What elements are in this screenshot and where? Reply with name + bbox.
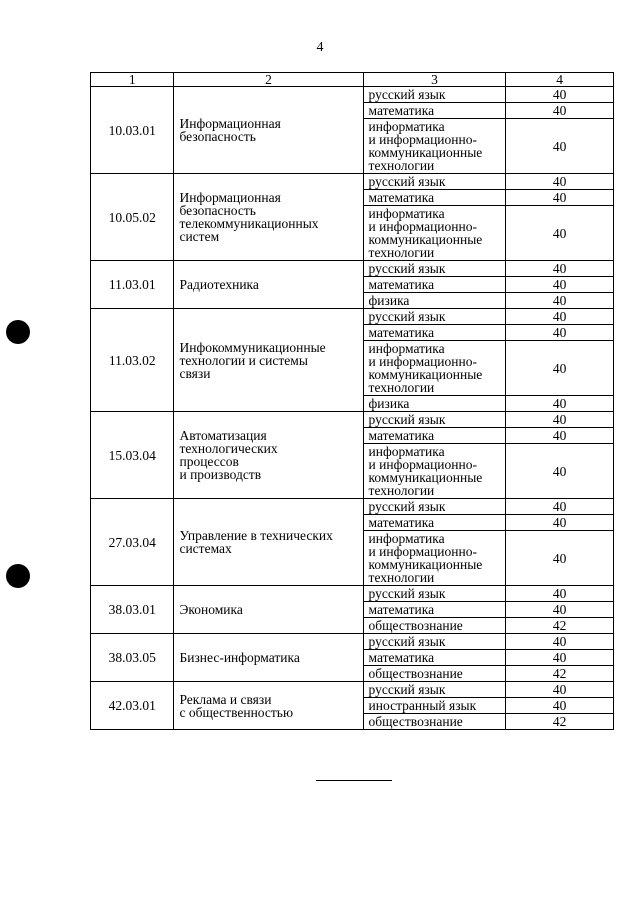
program-code: 38.03.01 (91, 586, 174, 634)
minimum-score: 40 (506, 698, 614, 714)
subject-name: математика (363, 428, 506, 444)
subject-name: математика (363, 277, 506, 293)
program-name: Информационная безопасность телекоммуникационных систем (174, 174, 363, 261)
page-number: 4 (316, 40, 324, 55)
subject-name: русский язык (363, 634, 506, 650)
table-row (91, 499, 614, 515)
minimum-score: 40 (506, 174, 614, 190)
end-of-table-line (316, 780, 392, 781)
header-col-4: 4 (506, 73, 614, 87)
punch-hole-bottom (6, 564, 30, 588)
minimum-score: 40 (506, 206, 614, 261)
minimum-score: 42 (506, 618, 614, 634)
minimum-score: 40 (506, 119, 614, 174)
subject-name: физика (363, 396, 506, 412)
program-name: Управление в технических системах (174, 499, 363, 586)
program-code: 38.03.05 (91, 634, 174, 682)
table-row (91, 634, 614, 650)
subject-name: математика (363, 515, 506, 531)
minimum-score: 40 (506, 531, 614, 586)
subject-name: физика (363, 293, 506, 309)
minimum-score: 40 (506, 277, 614, 293)
subject-name: информатика и информационно- коммуникационные технологии (363, 206, 506, 261)
requirements-table (90, 72, 614, 730)
subject-name: математика (363, 103, 506, 119)
minimum-score: 40 (506, 444, 614, 499)
subject-name: русский язык (363, 261, 506, 277)
program-code: 15.03.04 (91, 412, 174, 499)
program-code: 27.03.04 (91, 499, 174, 586)
minimum-score: 40 (506, 309, 614, 325)
table-row (91, 412, 614, 428)
punch-hole-top (6, 320, 30, 344)
minimum-score: 40 (506, 103, 614, 119)
header-col-1: 1 (91, 73, 174, 87)
subject-name: математика (363, 650, 506, 666)
minimum-score: 40 (506, 396, 614, 412)
subject-name: обществознание (363, 666, 506, 682)
subject-name: обществознание (363, 714, 506, 730)
minimum-score: 40 (506, 341, 614, 396)
subject-name: иностранный язык (363, 698, 506, 714)
minimum-score: 40 (506, 586, 614, 602)
minimum-score: 40 (506, 261, 614, 277)
program-name: Реклама и связи с общественностью (174, 682, 363, 730)
minimum-score: 42 (506, 714, 614, 730)
subject-name: русский язык (363, 87, 506, 103)
table-row (91, 309, 614, 325)
program-name: Информационная безопасность (174, 87, 363, 174)
minimum-score: 40 (506, 412, 614, 428)
minimum-score: 40 (506, 650, 614, 666)
minimum-score: 42 (506, 666, 614, 682)
table-row (91, 174, 614, 190)
table-row (91, 586, 614, 602)
subject-name: русский язык (363, 412, 506, 428)
minimum-score: 40 (506, 87, 614, 103)
program-code: 11.03.02 (91, 309, 174, 412)
subject-name: информатика и информационно- коммуникационные технологии (363, 444, 506, 499)
header-col-2: 2 (174, 73, 363, 87)
minimum-score: 40 (506, 428, 614, 444)
subject-name: математика (363, 602, 506, 618)
subject-name: математика (363, 325, 506, 341)
minimum-score: 40 (506, 293, 614, 309)
table-header-row (91, 73, 614, 87)
program-code: 11.03.01 (91, 261, 174, 309)
minimum-score: 40 (506, 634, 614, 650)
program-name: Бизнес-информатика (174, 634, 363, 682)
program-code: 10.05.02 (91, 174, 174, 261)
table-row (91, 87, 614, 103)
subject-name: информатика и информационно- коммуникационные технологии (363, 341, 506, 396)
subject-name: математика (363, 190, 506, 206)
header-col-3: 3 (363, 73, 506, 87)
program-name: Радиотехника (174, 261, 363, 309)
minimum-score: 40 (506, 325, 614, 341)
minimum-score: 40 (506, 499, 614, 515)
program-code: 42.03.01 (91, 682, 174, 730)
subject-name: русский язык (363, 499, 506, 515)
program-name: Инфокоммуникационные технологии и системы связи (174, 309, 363, 412)
table-row (91, 682, 614, 698)
minimum-score: 40 (506, 190, 614, 206)
subject-name: обществознание (363, 618, 506, 634)
minimum-score: 40 (506, 515, 614, 531)
minimum-score: 40 (506, 602, 614, 618)
program-code: 10.03.01 (91, 87, 174, 174)
subject-name: русский язык (363, 586, 506, 602)
subject-name: русский язык (363, 682, 506, 698)
subject-name: русский язык (363, 174, 506, 190)
minimum-score: 40 (506, 682, 614, 698)
table-row (91, 261, 614, 277)
program-name: Экономика (174, 586, 363, 634)
subject-name: русский язык (363, 309, 506, 325)
subject-name: информатика и информационно- коммуникационные технологии (363, 531, 506, 586)
subject-name: информатика и информационно- коммуникационные технологии (363, 119, 506, 174)
program-name: Автоматизация технологических процессов и производств (174, 412, 363, 499)
